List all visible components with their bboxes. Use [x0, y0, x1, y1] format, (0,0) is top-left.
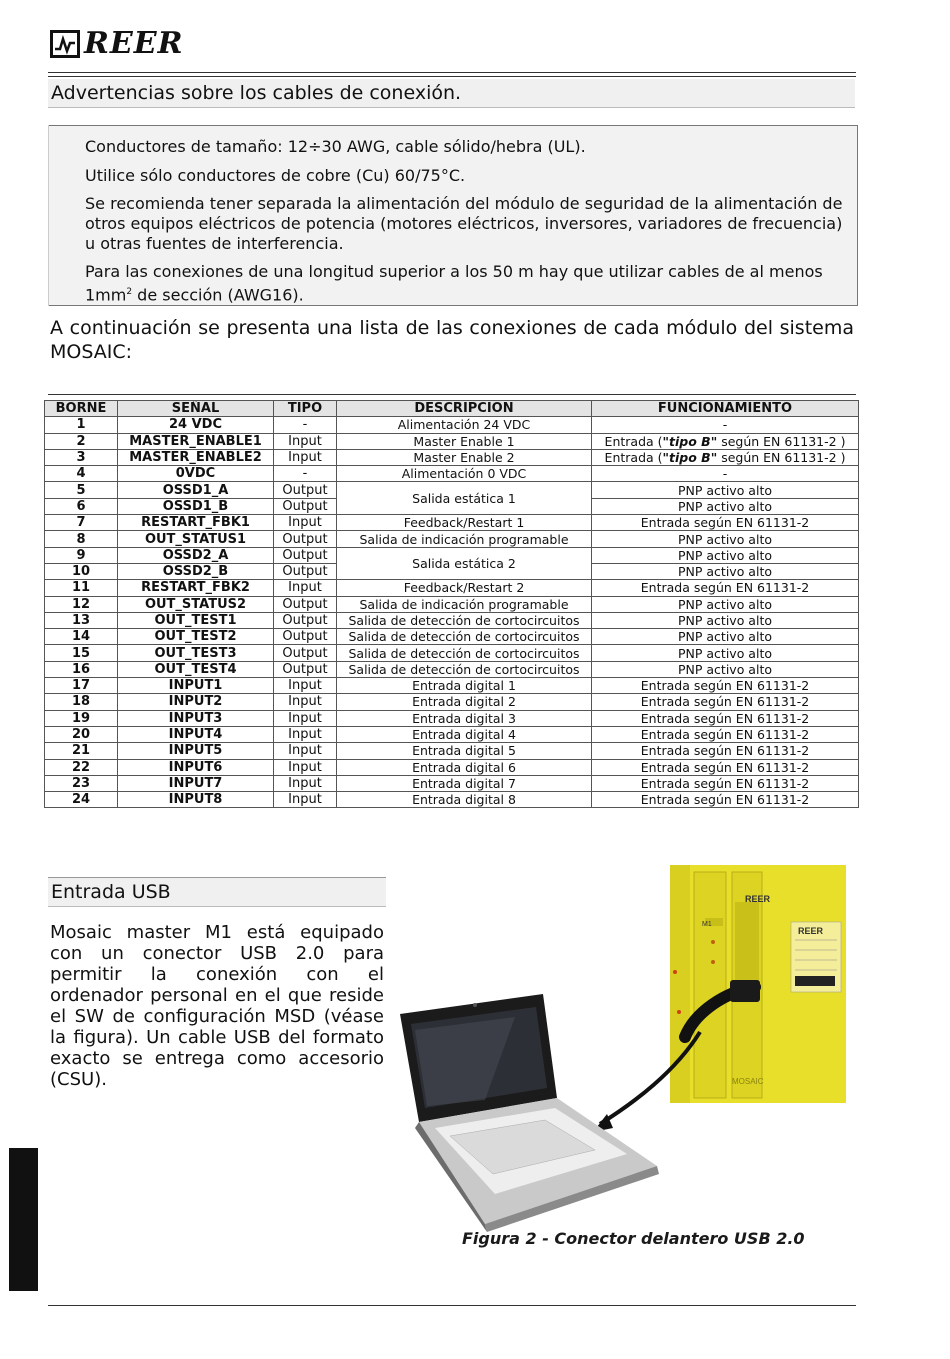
cell-funcionamiento: Entrada según EN 61131-2: [592, 726, 859, 742]
figure-caption: Figura 2 - Conector delantero USB 2.0: [462, 1229, 805, 1248]
table-row: [45, 661, 859, 677]
table-row: [45, 417, 859, 433]
cell-borne: 2: [45, 433, 118, 449]
cell-senal: OSSD2_B: [118, 563, 274, 579]
cell-descripcion: Entrada digital 7: [337, 775, 592, 791]
connections-table: [44, 400, 859, 808]
intro-paragraph: A continuación se presenta una lista de las conexiones de cada módulo del sistema MOSAIC:: [50, 317, 854, 363]
superscript-2: 2: [126, 287, 133, 297]
cell-senal: INPUT3: [118, 710, 274, 726]
cell-borne: 10: [45, 563, 118, 579]
table-row: [45, 547, 859, 563]
cell-funcionamiento: Entrada ("tipo B" según EN 61131-2 ): [592, 449, 859, 465]
warning-paragraph-3: Se recomienda tener separada la alimentación del módulo de seguridad de la alimentación de otros equipos eléctricos de potencia (motores eléctricos, inversores, variadores de frecuencia) u otras fuentes de interferencia.: [85, 194, 843, 253]
cell-funcionamiento: Entrada según EN 61131-2: [592, 694, 859, 710]
cell-descripcion: Master Enable 2: [337, 449, 592, 465]
cell-borne: 15: [45, 645, 118, 661]
cell-borne: 12: [45, 596, 118, 612]
cell-funcionamiento: PNP activo alto: [592, 563, 859, 579]
cell-tipo: Output: [274, 498, 337, 514]
cell-borne: 22: [45, 759, 118, 775]
cell-senal: OUT_STATUS1: [118, 531, 274, 547]
cell-funcionamiento: Entrada según EN 61131-2: [592, 678, 859, 694]
cell-borne: 18: [45, 694, 118, 710]
warning-paragraph-1: Conductores de tamaño: 12÷30 AWG, cable sólido/hebra (UL).: [85, 137, 586, 156]
cell-tipo: Output: [274, 612, 337, 628]
cell-descripcion: Entrada digital 1: [337, 678, 592, 694]
cell-tipo: Output: [274, 482, 337, 498]
cell-borne: 24: [45, 792, 118, 808]
cell-borne: 9: [45, 547, 118, 563]
cell-tipo: Output: [274, 563, 337, 579]
module-brand-label: REER: [745, 894, 771, 904]
cell-borne: 1: [45, 417, 118, 433]
cell-tipo: -: [274, 466, 337, 482]
table-row: [45, 759, 859, 775]
cell-borne: 5: [45, 482, 118, 498]
cell-senal: INPUT1: [118, 678, 274, 694]
cell-funcionamiento: Entrada según EN 61131-2: [592, 710, 859, 726]
cell-funcionamiento: Entrada según EN 61131-2: [592, 580, 859, 596]
header-descripcion: DESCRIPCIÓN: [337, 401, 592, 417]
cell-funcionamiento: Entrada según EN 61131-2: [592, 792, 859, 808]
cell-funcionamiento: PNP activo alto: [592, 612, 859, 628]
table-row: [45, 580, 859, 596]
cell-borne: 6: [45, 498, 118, 514]
cell-tipo: Input: [274, 515, 337, 531]
cell-senal: INPUT8: [118, 792, 274, 808]
cell-funcionamiento: Entrada ("tipo B" según EN 61131-2 ): [592, 433, 859, 449]
cell-descripcion: Entrada digital 5: [337, 743, 592, 759]
table-row: [45, 449, 859, 465]
cell-senal: OSSD2_A: [118, 547, 274, 563]
cell-borne: 4: [45, 466, 118, 482]
cell-funcionamiento: PNP activo alto: [592, 645, 859, 661]
cell-funcionamiento: Entrada según EN 61131-2: [592, 759, 859, 775]
cell-descripcion: Alimentación 0 VDC: [337, 466, 592, 482]
cell-funcionamiento: Entrada según EN 61131-2: [592, 775, 859, 791]
table-row: [45, 612, 859, 628]
logo-text: REER: [84, 26, 184, 61]
cell-senal: INPUT5: [118, 743, 274, 759]
warning-paragraph-4: [85, 262, 849, 305]
cell-senal: OSSD1_B: [118, 498, 274, 514]
cell-borne: 16: [45, 661, 118, 677]
module-label-m1: M1: [702, 921, 712, 928]
cell-senal: OUT_TEST1: [118, 612, 274, 628]
cell-tipo: Input: [274, 433, 337, 449]
usb-plug: [730, 980, 760, 1002]
cell-funcionamiento: PNP activo alto: [592, 596, 859, 612]
table-row: [45, 433, 859, 449]
cell-tipo: Output: [274, 531, 337, 547]
cell-borne: 19: [45, 710, 118, 726]
cell-funcionamiento: PNP activo alto: [592, 482, 859, 498]
header-rule-2: [48, 76, 856, 77]
cell-descripcion: Entrada digital 4: [337, 726, 592, 742]
reer-logo: [50, 26, 184, 62]
warning-p4-text: Para las conexiones de una longitud superior a los 50 m hay que utilizar cables de al menos 1mm: [85, 262, 823, 305]
cell-senal: INPUT4: [118, 726, 274, 742]
section-title-cables: Advertencias sobre los cables de conexión.: [48, 79, 855, 108]
cell-senal: 0VDC: [118, 466, 274, 482]
cell-tipo: Input: [274, 726, 337, 742]
table-row: [45, 694, 859, 710]
cell-borne: 7: [45, 515, 118, 531]
warning-strip: [23, 125, 49, 306]
cell-senal: RESTART_FBK2: [118, 580, 274, 596]
table-row: [45, 792, 859, 808]
tipo-b-emphasis: "tipo B": [662, 433, 718, 449]
table-row: [45, 596, 859, 612]
cell-borne: 8: [45, 531, 118, 547]
table-top-rule: [48, 394, 856, 395]
cell-funcionamiento: -: [592, 466, 859, 482]
header-funcionamiento: FUNCIONAMIENTO: [592, 401, 859, 417]
cell-descripcion: Salida estática 1: [337, 482, 592, 515]
cell-funcionamiento: PNP activo alto: [592, 531, 859, 547]
cell-descripcion: Salida de detección de cortocircuitos: [337, 645, 592, 661]
cell-funcionamiento: -: [592, 417, 859, 433]
cell-senal: MASTER_ENABLE1: [118, 433, 274, 449]
table-row: [45, 629, 859, 645]
cell-descripcion: Salida de indicación programable: [337, 596, 592, 612]
cell-descripcion: Salida de detección de cortocircuitos: [337, 661, 592, 677]
cell-tipo: Input: [274, 694, 337, 710]
usb-connection-figure: [395, 862, 850, 1234]
cell-senal: MASTER_ENABLE2: [118, 449, 274, 465]
cell-borne: 20: [45, 726, 118, 742]
cell-borne: 23: [45, 775, 118, 791]
cell-funcionamiento: Entrada según EN 61131-2: [592, 743, 859, 759]
cell-tipo: Output: [274, 661, 337, 677]
cell-descripcion: Salida de detección de cortocircuitos: [337, 629, 592, 645]
warning-p4-tail: de sección (AWG16).: [132, 285, 304, 305]
cell-borne: 11: [45, 580, 118, 596]
language-label: Español: [43, 1180, 62, 1259]
cell-descripcion: Feedback/Restart 1: [337, 515, 592, 531]
cell-senal: OUT_TEST3: [118, 645, 274, 661]
header-rule: [48, 72, 856, 73]
cell-tipo: Output: [274, 629, 337, 645]
cell-descripcion: Alimentación 24 VDC: [337, 417, 592, 433]
cell-funcionamiento: Entrada según EN 61131-2: [592, 515, 859, 531]
table-row: [45, 743, 859, 759]
cell-tipo: Input: [274, 743, 337, 759]
cell-senal: OSSD1_A: [118, 482, 274, 498]
table-row: [45, 726, 859, 742]
usb-paragraph: Mosaic master M1 está equipado con un conector USB 2.0 para permitir la conexión con el ordenador personal en el que reside el SW de configuración MSD (véase la figura). Un cable USB del formato exacto se entrega como accesorio (CSU).: [50, 922, 384, 1090]
table-row: [45, 710, 859, 726]
cell-descripcion: Entrada digital 6: [337, 759, 592, 775]
reer-logo-icon: [50, 30, 80, 58]
cell-tipo: Input: [274, 710, 337, 726]
cell-descripcion: Master Enable 1: [337, 433, 592, 449]
cell-funcionamiento: PNP activo alto: [592, 547, 859, 563]
cell-funcionamiento: PNP activo alto: [592, 661, 859, 677]
cell-funcionamiento: PNP activo alto: [592, 498, 859, 514]
cell-tipo: Input: [274, 580, 337, 596]
cell-senal: RESTART_FBK1: [118, 515, 274, 531]
cell-descripcion: Entrada digital 2: [337, 694, 592, 710]
cell-descripcion: Salida estática 2: [337, 547, 592, 580]
cell-borne: 14: [45, 629, 118, 645]
cell-senal: INPUT6: [118, 759, 274, 775]
cell-descripcion: Entrada digital 3: [337, 710, 592, 726]
table-row: [45, 678, 859, 694]
tipo-b-emphasis: "tipo B": [662, 450, 718, 466]
cell-borne: 21: [45, 743, 118, 759]
table-row: [45, 466, 859, 482]
cell-tipo: Input: [274, 792, 337, 808]
table-row: [45, 531, 859, 547]
cell-tipo: Output: [274, 547, 337, 563]
cell-tipo: Input: [274, 678, 337, 694]
header-tipo: TIPO: [274, 401, 337, 417]
table-header-row: [45, 401, 859, 417]
cell-senal: OUT_TEST4: [118, 661, 274, 677]
cell-tipo: -: [274, 417, 337, 433]
cell-senal: OUT_TEST2: [118, 629, 274, 645]
cell-senal: INPUT7: [118, 775, 274, 791]
cell-funcionamiento: PNP activo alto: [592, 629, 859, 645]
cell-borne: 3: [45, 449, 118, 465]
table-row: [45, 645, 859, 661]
module-label-mosaic: MOSAIC: [732, 1077, 764, 1086]
cell-descripcion: Salida de detección de cortocircuitos: [337, 612, 592, 628]
table-row: [45, 775, 859, 791]
table-row: [45, 515, 859, 531]
table-row: [45, 482, 859, 498]
header-borne: BORNE: [45, 401, 118, 417]
cell-tipo: Output: [274, 645, 337, 661]
language-side-tab: [9, 1148, 62, 1291]
cell-descripcion: Feedback/Restart 2: [337, 580, 592, 596]
module-label-brand: REER: [798, 926, 824, 936]
cell-senal: INPUT2: [118, 694, 274, 710]
warning-paragraph-2: Utilice sólo conductores de cobre (Cu) 60/75°C.: [85, 166, 466, 185]
cell-senal: OUT_STATUS2: [118, 596, 274, 612]
footer-rule: [48, 1305, 856, 1306]
cell-descripcion: Salida de indicación programable: [337, 531, 592, 547]
cell-descripcion: Entrada digital 8: [337, 792, 592, 808]
section-title-usb: Entrada USB: [48, 877, 386, 907]
cell-tipo: Output: [274, 596, 337, 612]
cell-tipo: Input: [274, 775, 337, 791]
cell-tipo: Input: [274, 759, 337, 775]
cell-senal: 24 VDC: [118, 417, 274, 433]
cell-tipo: Input: [274, 449, 337, 465]
header-senal: SEÑAL: [118, 401, 274, 417]
cell-borne: 17: [45, 678, 118, 694]
cell-borne: 13: [45, 612, 118, 628]
